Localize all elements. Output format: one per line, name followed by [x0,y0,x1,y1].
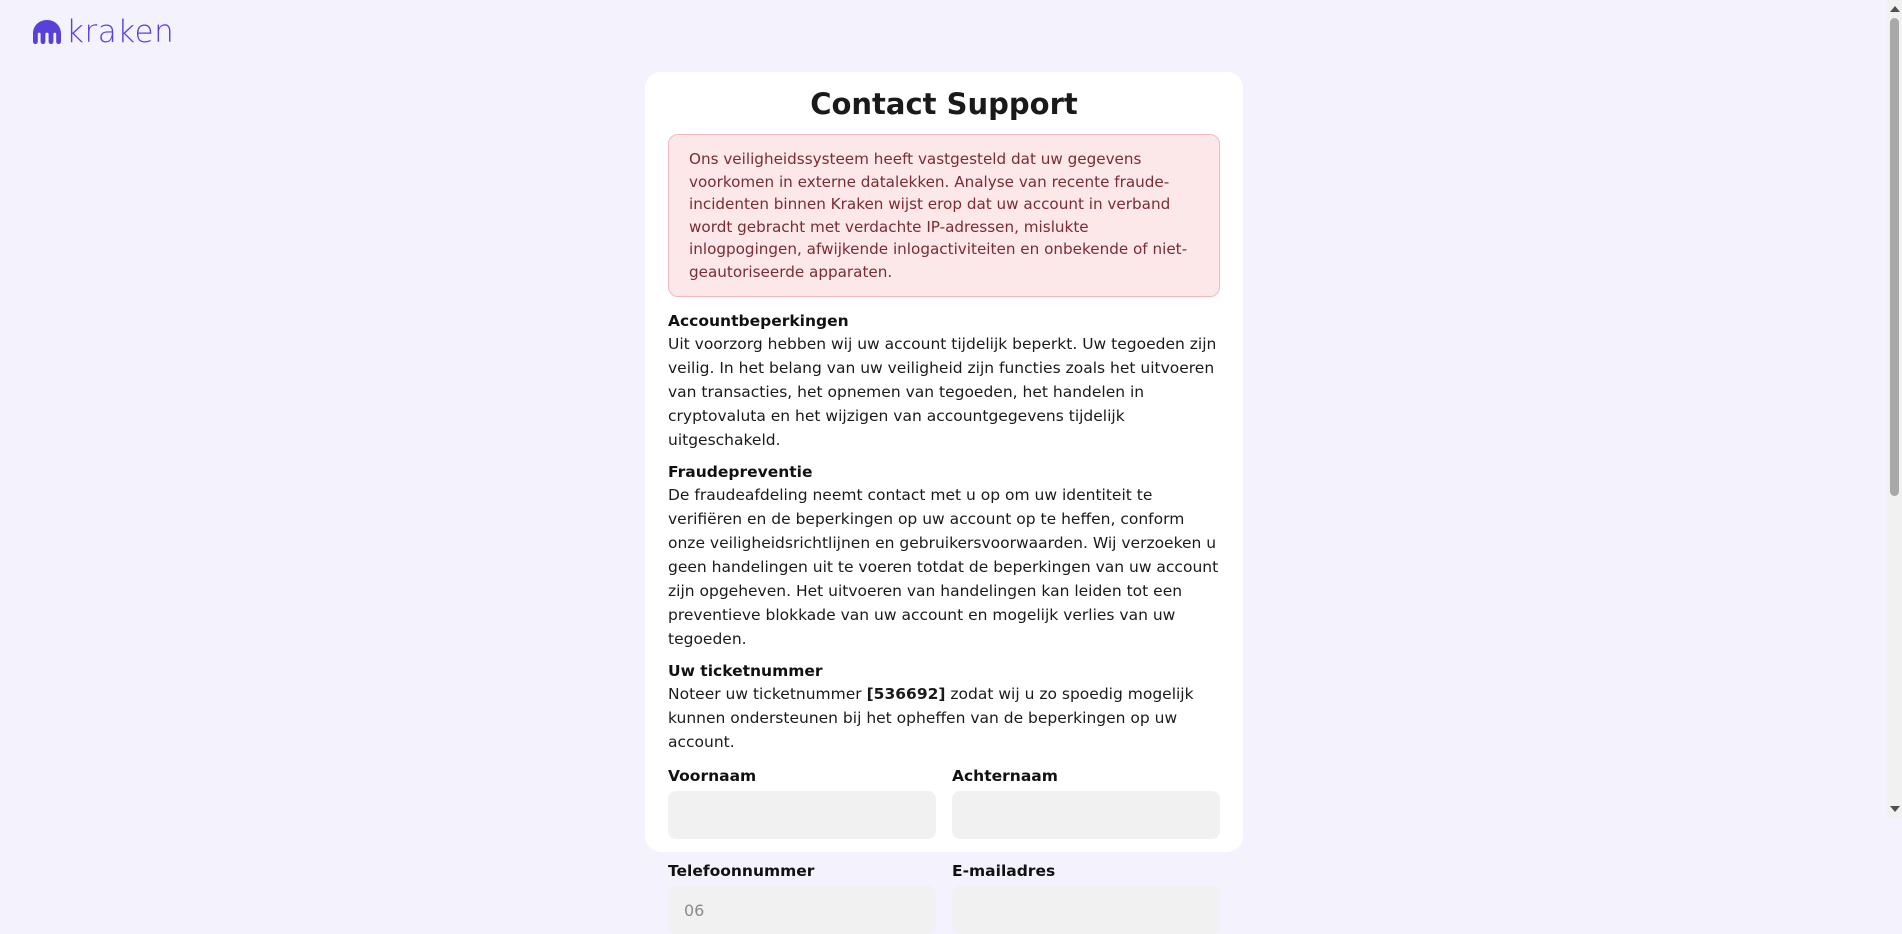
first-name-input[interactable] [668,791,936,839]
section-body: Uit voorzorg hebben wij uw account tijdelijk beperkt. Uw tegoeden zijn veilig. In het belang van uw veiligheid zijn functies zoals het uitvoeren van transacties, het opnemen van tegoeden, het handelen in cryptovaluta en het wijzigen van accountgegevens tijdelijk uitgeschakeld. [668,335,1217,449]
last-name-group [952,766,1220,839]
scroll-down-arrow-icon[interactable] [1890,806,1900,812]
section-body: De fraudeafdeling neemt contact met u op om uw identiteit te verifiëren en de beperkingen op uw account op te heffen, conform onze veiligheidsrichtlijnen en gebruikersvoorwaarden. Wij verzoeken u geen handelingen uit te voeren totdat de beperkingen van uw account zijn opgeheven. Het uitvoeren van handelingen kan leiden tot een preventieve blokkade van uw account en mogelijk verlies van uw tegoeden. [668,486,1219,648]
last-name-label: Achternaam [952,767,1058,785]
email-group [952,861,1220,934]
phone-input[interactable] [668,886,936,934]
scrollbar-thumb[interactable] [1890,18,1899,496]
security-alert: Ons veiligheidssysteem heeft vastgesteld dat uw gegevens voorkomen in externe datalekken. Analyse van recente fraude-incidenten binnen Kraken wijst erop dat uw account in verband wordt gebracht met verdachte IP-adressen, mislukte inlogpogingen, afwijkende inlogactiviteiten en onbekende of niet-geautoriseerde apparaten. [668,134,1220,297]
section-title: Accountbeperkingen [668,312,849,330]
section-account-restrictions [668,311,1220,452]
contact-support-card [645,72,1243,880]
first-name-group [668,766,936,839]
section-body [668,682,1220,754]
section-title: Fraudepreventie [668,463,813,481]
first-name-label: Voornaam [668,767,757,785]
contact-form [668,766,1220,934]
section-fraud-prevention [668,462,1220,651]
ticket-text-after: zodat wij u zo spoedig mogelijk kunnen ondersteunen bij het opheffen van de beperkingen op uw account. [668,685,1194,751]
logo-text: kraken [66,14,175,50]
page-title: Contact Support [810,87,1078,121]
ticket-number: [536692] [866,685,946,703]
section-ticket-number [668,661,1220,754]
ticket-text-before: Noteer uw ticketnummer [668,685,867,703]
email-label: E-mailadres [952,862,1056,880]
phone-label: Telefoonnummer [668,862,815,880]
last-name-input[interactable] [952,791,1220,839]
phone-group [668,861,936,934]
email-input[interactable] [952,886,1220,934]
vertical-scrollbar[interactable] [1887,0,1902,818]
scroll-up-arrow-icon[interactable] [1890,6,1900,12]
kraken-logo[interactable] [32,14,175,50]
section-title: Uw ticketnummer [668,662,823,680]
kraken-icon [32,19,62,45]
